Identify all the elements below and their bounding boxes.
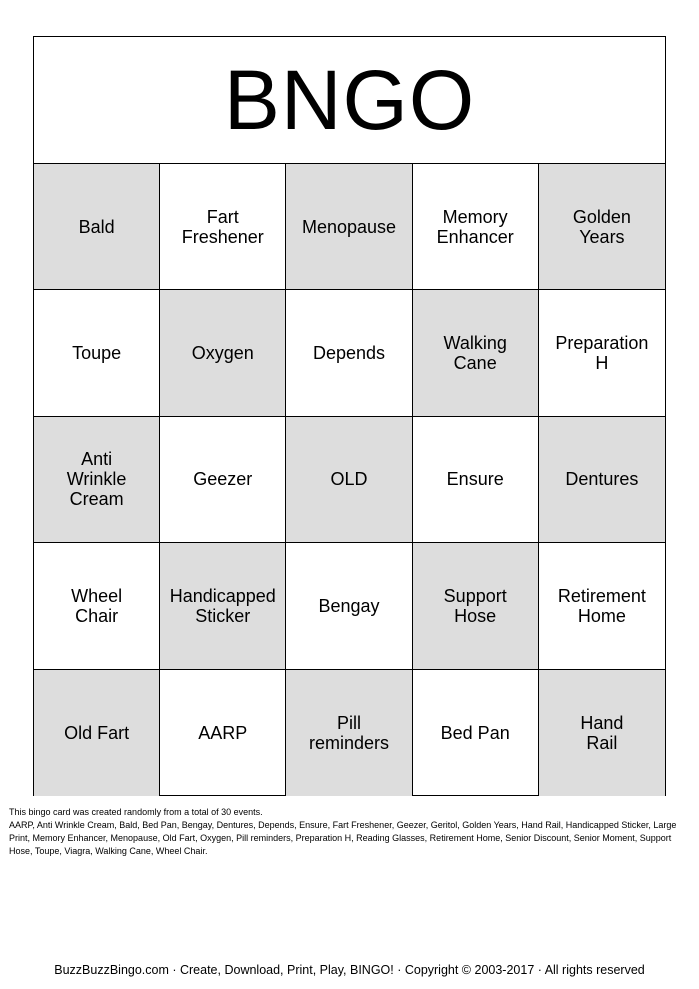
bingo-cell: Bed Pan	[413, 670, 539, 796]
bingo-cell: Oxygen	[160, 290, 286, 416]
bingo-cell: Toupe	[34, 290, 160, 416]
bingo-grid	[34, 164, 665, 796]
bingo-cell: Bengay	[286, 543, 412, 669]
bingo-cell: Menopause	[286, 164, 412, 290]
footer-copyright: BuzzBuzzBingo.com · Create, Download, Print, Play, BINGO! · Copyright © 2003-2017 · All rights reserved	[54, 963, 645, 977]
card-title: BNGO	[34, 37, 665, 164]
bingo-cell: Wheel Chair	[34, 543, 160, 669]
bingo-cell: OLD	[286, 417, 412, 543]
bingo-cell: Retirement Home	[539, 543, 665, 669]
bingo-cell: Bald	[34, 164, 160, 290]
bingo-cell: Anti Wrinkle Cream	[34, 417, 160, 543]
bingo-cell: Fart Freshener	[160, 164, 286, 290]
bingo-card	[33, 36, 666, 796]
bingo-cell: Support Hose	[413, 543, 539, 669]
bingo-cell: Golden Years	[539, 164, 665, 290]
bingo-cell: AARP	[160, 670, 286, 796]
bingo-cell: Handicapped Sticker	[160, 543, 286, 669]
info-intro: This bingo card was created randomly from a total of 30 events.	[9, 807, 263, 817]
bingo-cell: Geezer	[160, 417, 286, 543]
bingo-cell: Depends	[286, 290, 412, 416]
bingo-cell: Pill reminders	[286, 670, 412, 796]
card-info	[9, 806, 693, 858]
bingo-cell: Walking Cane	[413, 290, 539, 416]
bingo-cell: Dentures	[539, 417, 665, 543]
info-events-list: AARP, Anti Wrinkle Cream, Bald, Bed Pan, Bengay, Dentures, Depends, Ensure, Fart Freshener, Geezer, Geritol, Golden Years, Hand Rail, Handicapped Sticker, Large Print, Memory Enhancer, Menopause, Old Fart, Oxygen, Pill reminders, Preparation H, Reading Glasses, Retirement Home, Senior Discount, Senior Moment, Support Hose, Toupe, Viagra, Walking Cane, Wheel Chair.	[9, 820, 677, 856]
bingo-cell: Preparation H	[539, 290, 665, 416]
bingo-cell: Memory Enhancer	[413, 164, 539, 290]
bingo-cell: Hand Rail	[539, 670, 665, 796]
bingo-cell: Ensure	[413, 417, 539, 543]
bingo-cell: Old Fart	[34, 670, 160, 796]
